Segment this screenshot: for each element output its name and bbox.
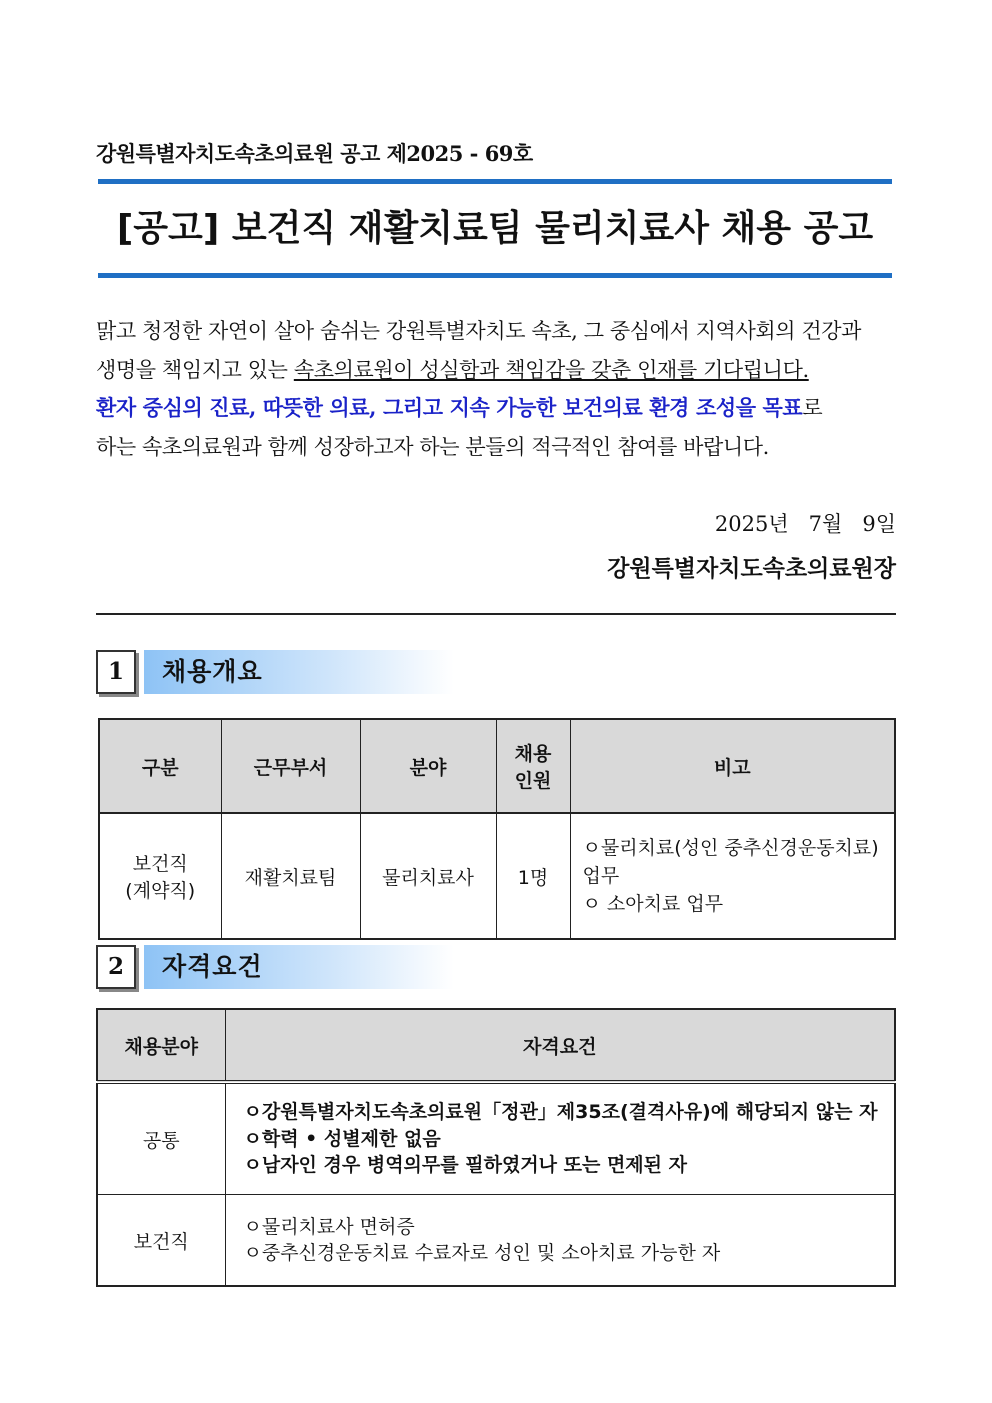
header-headcount-line-2: 인원 (514, 770, 552, 792)
header-headcount (496, 719, 570, 813)
cell-category-line-1: 보건직 (132, 853, 188, 875)
header-headcount-line-1: 채용 (514, 743, 552, 765)
header-remarks: 비고 (570, 719, 895, 813)
header-department: 근무부서 (221, 719, 360, 813)
header-recruit-field: 채용분야 (97, 1009, 225, 1082)
cell-requirements-health (225, 1195, 895, 1287)
cell-field-health: 보건직 (97, 1195, 225, 1287)
table-row (97, 1082, 895, 1195)
title-top-rule (98, 179, 892, 184)
intro-line-3-tail: 로 (802, 396, 823, 420)
requirement-item: ㅇ물리치료사 면허증 (243, 1215, 415, 1238)
requirement-item: ㅇ남자인 경우 병역의무를 필하였거나 또는 면제된 자 (243, 1154, 687, 1177)
table-row (97, 1195, 895, 1287)
header-category: 구분 (99, 719, 221, 813)
cell-category-line-2: (계약직) (125, 880, 196, 902)
section-2-title: 자격요건 (162, 952, 263, 981)
table-header-row (97, 1009, 895, 1082)
intro-line-2 (96, 351, 896, 390)
header-field: 분야 (360, 719, 496, 813)
cell-department: 재활치료팀 (221, 813, 360, 939)
requirement-item: ㅇ강원특별자치도속초의료원「정관」제35조(결격사유)에 해당되지 않는 자 (243, 1101, 878, 1124)
header-requirements: 자격요건 (225, 1009, 895, 1082)
table-header-row (99, 719, 895, 813)
section-2-header (96, 945, 456, 991)
cell-requirements-common (225, 1082, 895, 1195)
notice-number: 강원특별자치도속초의료원 공고 제2025 - 69호 (96, 141, 533, 166)
intro-paragraph (96, 312, 896, 466)
remark-item: ㅇ물리치료(성인 중추신경운동치료) 업무 (582, 837, 879, 887)
section-1-number: 1 (96, 650, 136, 694)
intro-line-3 (96, 389, 896, 428)
requirement-item: ㅇ학력 • 성별제한 없음 (243, 1127, 441, 1150)
intro-line-4: 하는 속초의료원과 함께 성장하고자 하는 분들의 적극적인 참여를 바랍니다. (96, 434, 769, 459)
page-title: [공고] 보건직 재활치료팀 물리치료사 채용 공고 (116, 208, 874, 249)
recruitment-overview-table (98, 718, 896, 940)
notice-date: 2025년 7월 9일 (714, 512, 896, 536)
cell-field: 물리치료사 (360, 813, 496, 939)
section-2-number: 2 (96, 945, 136, 989)
cell-headcount: 1명 (496, 813, 570, 939)
section-1-title: 채용개요 (162, 657, 263, 686)
cell-remarks (570, 813, 895, 939)
intro-highlight-text: 환자 중심의 진료, 따뜻한 의료, 그리고 지속 가능한 보건의료 환경 조성을 목표 (96, 395, 803, 420)
requirement-item: ㅇ중추신경운동치료 수료자로 성인 및 소아치료 가능한 자 (243, 1242, 721, 1264)
cell-field-common: 공통 (97, 1082, 225, 1195)
intro-line-1: 맑고 청정한 자연이 살아 숨쉬는 강원특별자치도 속초, 그 중심에서 지역사회의 건강과 (96, 319, 862, 343)
signer: 강원특별자치도속초의료원장 (607, 555, 896, 582)
section-1-header (96, 650, 456, 696)
divider (96, 613, 896, 615)
intro-line-2-text: 생명을 책임지고 있는 (96, 357, 294, 382)
table-row (99, 813, 895, 939)
remark-item: ㅇ 소아치료 업무 (582, 893, 724, 915)
cell-category (99, 813, 221, 939)
intro-underlined-text: 속초의료원이 성실함과 책임감을 갖춘 인재를 기다립니다. (293, 357, 809, 382)
qualification-table (96, 1008, 896, 1287)
title-bottom-rule (98, 273, 892, 278)
